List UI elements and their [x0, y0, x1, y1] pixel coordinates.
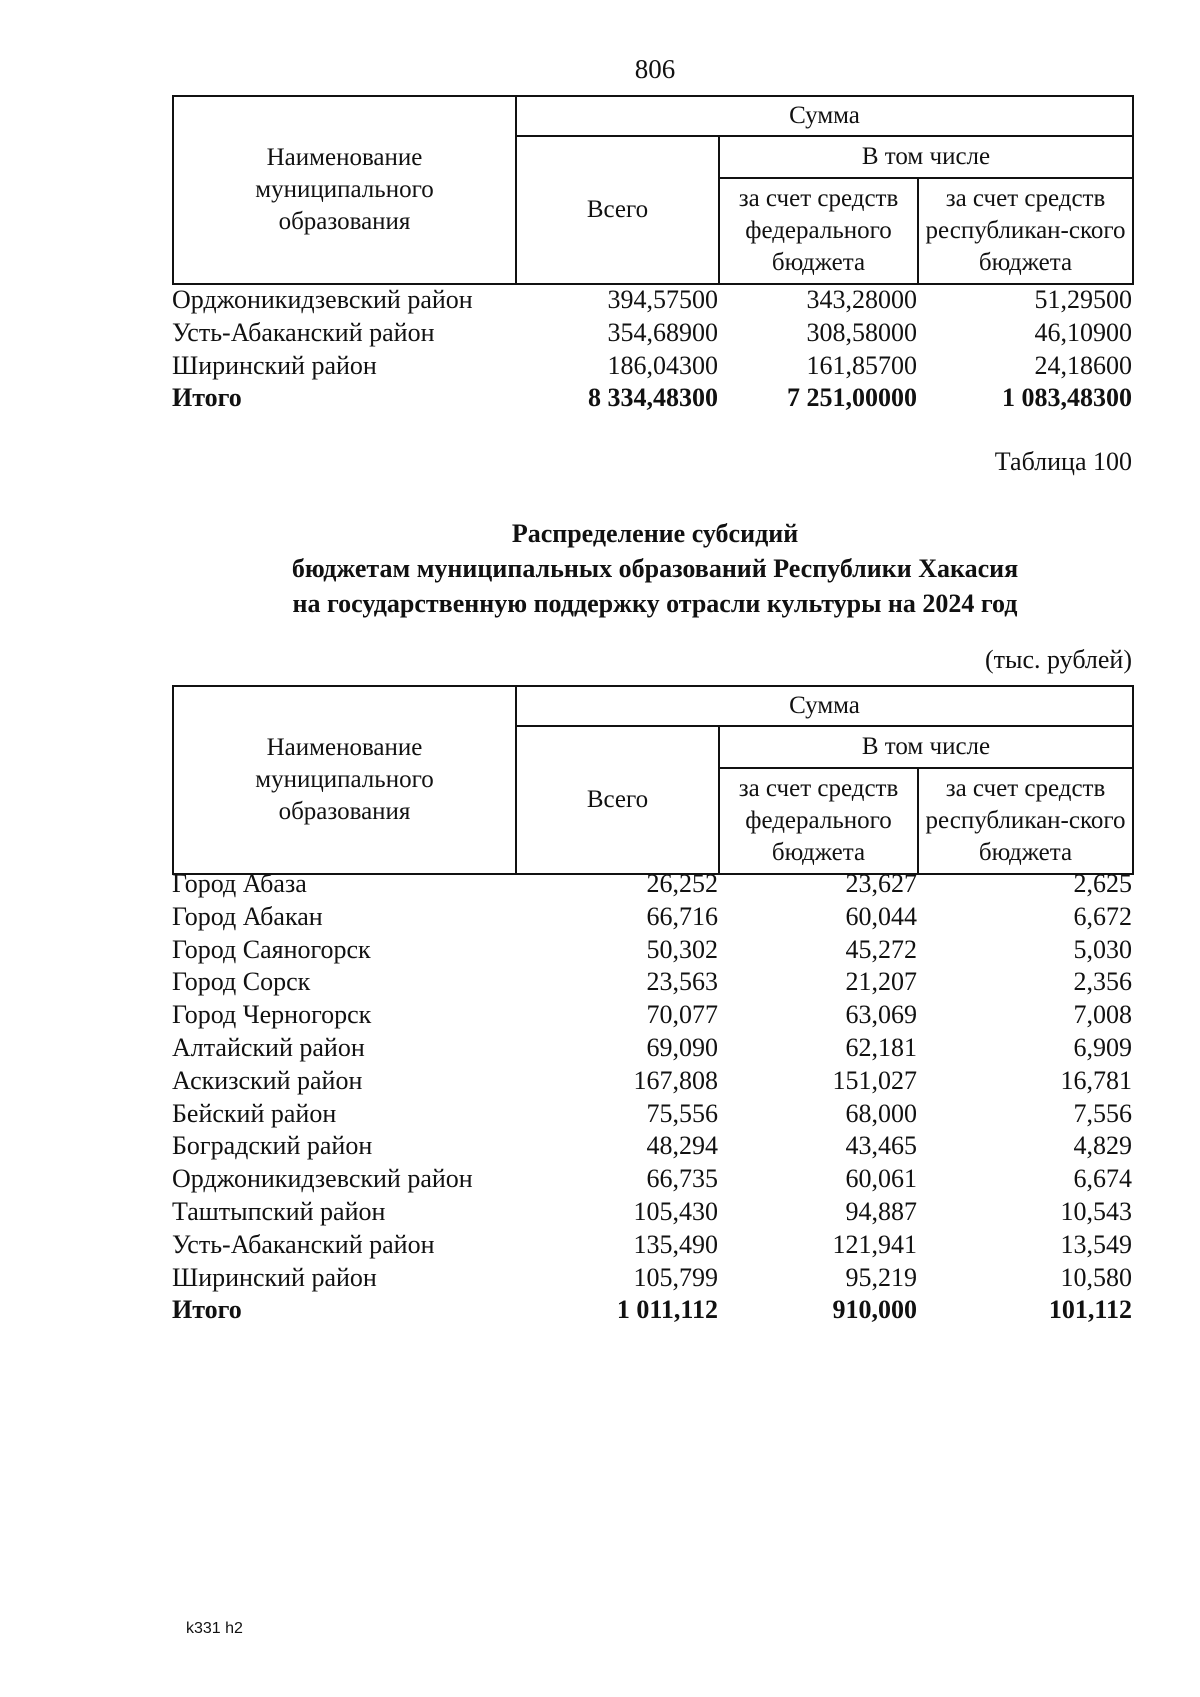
- table-title: [0, 516, 1200, 621]
- cell-federal: 60,044: [845, 901, 917, 931]
- table-row: [172, 966, 1132, 999]
- cell-republic: 10,580: [1060, 1262, 1132, 1292]
- cell-total: 167,808: [633, 1065, 718, 1095]
- cell-total: 105,430: [633, 1196, 718, 1226]
- cell-total: 69,090: [646, 1032, 718, 1062]
- cell-federal: 43,465: [845, 1131, 917, 1161]
- cell-total: 354,68900: [607, 317, 718, 347]
- cell-total: 75,556: [646, 1098, 718, 1128]
- cell-federal: 121,941: [832, 1229, 917, 1259]
- header-sum: Сумма: [516, 96, 1133, 136]
- header-republic-column: за счет средств республикан-ского бюджета: [918, 768, 1133, 874]
- footer-code: k331 h2: [186, 1620, 243, 1637]
- cell-republic: 46,10900: [1034, 317, 1132, 347]
- table-row: [172, 1163, 1132, 1196]
- table-row: [172, 317, 1132, 350]
- cell-name: Аскизский район: [172, 1065, 363, 1095]
- cell-republic: 4,829: [1073, 1131, 1132, 1161]
- units-label: (тыс. рублей): [984, 645, 1132, 674]
- table-row: [172, 1229, 1132, 1262]
- table-row: [172, 1262, 1132, 1295]
- cell-republic: 51,29500: [1034, 285, 1132, 314]
- cell-federal: 151,027: [832, 1065, 917, 1095]
- header-federal-column: за счет средств федерального бюджета: [719, 178, 918, 284]
- cell-name: Город Абаза: [172, 869, 307, 898]
- cell-republic: 10,543: [1060, 1196, 1132, 1226]
- table-row: [172, 901, 1132, 934]
- cell-federal: 45,272: [845, 934, 917, 964]
- cell-republic: 7,008: [1073, 1000, 1132, 1030]
- header-total-column: Всего: [516, 136, 719, 284]
- cell-name: Усть-Абаканский район: [172, 1229, 435, 1259]
- cell-federal: 23,627: [845, 869, 917, 898]
- cell-name: Таштыпский район: [172, 1196, 386, 1226]
- header-sum: Сумма: [516, 686, 1133, 726]
- total-row: [172, 382, 1132, 415]
- cell-republic: 7,556: [1073, 1098, 1132, 1128]
- cell-total: 135,490: [633, 1229, 718, 1259]
- table-row: [172, 1196, 1132, 1229]
- cell-republic: 24,18600: [1034, 350, 1132, 380]
- cell-name: Итого: [172, 383, 242, 413]
- cell-total: 66,716: [646, 901, 718, 931]
- cell-federal: 161,85700: [806, 350, 917, 380]
- cell-total: 50,302: [646, 934, 718, 964]
- table-header: [172, 685, 1134, 875]
- cell-total: 23,563: [646, 967, 718, 997]
- cell-federal: 63,069: [845, 1000, 917, 1030]
- cell-total: 186,04300: [607, 350, 718, 380]
- cell-total: 105,799: [633, 1262, 718, 1292]
- table-row: [172, 1098, 1132, 1131]
- cell-total: 394,57500: [607, 285, 718, 314]
- cell-total: 26,252: [646, 869, 718, 898]
- cell-federal: 21,207: [845, 967, 917, 997]
- cell-federal: 7 251,00000: [787, 383, 917, 413]
- table-row: [172, 1065, 1132, 1098]
- page-number: 806: [634, 54, 676, 84]
- table2-body: [172, 868, 1132, 1327]
- cell-name: Город Сорск: [172, 967, 311, 997]
- table-row: [172, 999, 1132, 1032]
- cell-name: Алтайский район: [172, 1032, 365, 1062]
- title-line: Распределение субсидий: [511, 519, 799, 548]
- table-row: [172, 868, 1132, 901]
- cell-federal: 910,000: [832, 1295, 917, 1325]
- cell-federal: 94,887: [845, 1196, 917, 1226]
- cell-name: Итого: [172, 1295, 242, 1325]
- cell-total: 66,735: [646, 1164, 718, 1194]
- header-federal-column: за счет средств федерального бюджета: [719, 768, 918, 874]
- cell-name: Город Абакан: [172, 901, 323, 931]
- cell-republic: 2,625: [1073, 869, 1132, 898]
- header-including: В том числе: [719, 136, 1133, 178]
- table-header: [172, 95, 1134, 285]
- title-line: на государственную поддержку отрасли культуры на 2024 год: [292, 589, 1018, 618]
- table-row: [172, 1130, 1132, 1163]
- header-republic-column: за счет средств республикан-ского бюджета: [918, 178, 1133, 284]
- cell-republic: 6,674: [1073, 1164, 1132, 1194]
- cell-federal: 343,28000: [806, 285, 917, 314]
- cell-name: Бейский район: [172, 1098, 337, 1128]
- title-line: бюджетам муниципальных образований Республики Хакасия: [291, 554, 1019, 583]
- table-row: [172, 284, 1132, 317]
- cell-name: Ширинский район: [172, 350, 377, 380]
- cell-republic: 6,909: [1073, 1032, 1132, 1062]
- cell-federal: 95,219: [845, 1262, 917, 1292]
- header-name-column: Наименование муниципального образования: [173, 96, 516, 284]
- cell-federal: 68,000: [845, 1098, 917, 1128]
- cell-republic: 101,112: [1048, 1295, 1132, 1325]
- cell-republic: 6,672: [1073, 901, 1132, 931]
- cell-federal: 308,58000: [806, 317, 917, 347]
- cell-name: Город Черногорск: [172, 1000, 372, 1030]
- cell-republic: 13,549: [1060, 1229, 1132, 1259]
- cell-name: Усть-Абаканский район: [172, 317, 435, 347]
- cell-federal: 62,181: [845, 1032, 917, 1062]
- cell-name: Боградский район: [172, 1131, 373, 1161]
- table-row: [172, 350, 1132, 383]
- cell-name: Орджоникидзевский район: [172, 1164, 473, 1194]
- table-label: Таблица 100: [994, 447, 1132, 476]
- cell-total: 70,077: [646, 1000, 718, 1030]
- cell-total: 1 011,112: [616, 1295, 718, 1325]
- cell-republic: 16,781: [1060, 1065, 1132, 1095]
- table1-body: [172, 284, 1132, 415]
- cell-name: Орджоникидзевский район: [172, 285, 473, 314]
- total-row: [172, 1294, 1132, 1327]
- cell-total: 48,294: [646, 1131, 718, 1161]
- cell-name: Ширинский район: [172, 1262, 377, 1292]
- cell-total: 8 334,48300: [588, 383, 718, 413]
- cell-republic: 2,356: [1073, 967, 1132, 997]
- header-name-column: Наименование муниципального образования: [173, 686, 516, 874]
- header-total-column: Всего: [516, 726, 719, 874]
- cell-republic: 5,030: [1073, 934, 1132, 964]
- table-row: [172, 934, 1132, 967]
- header-including: В том числе: [719, 726, 1133, 768]
- cell-name: Город Саяногорск: [172, 934, 371, 964]
- cell-republic: 1 083,48300: [1002, 383, 1132, 413]
- cell-federal: 60,061: [845, 1164, 917, 1194]
- table-row: [172, 1032, 1132, 1065]
